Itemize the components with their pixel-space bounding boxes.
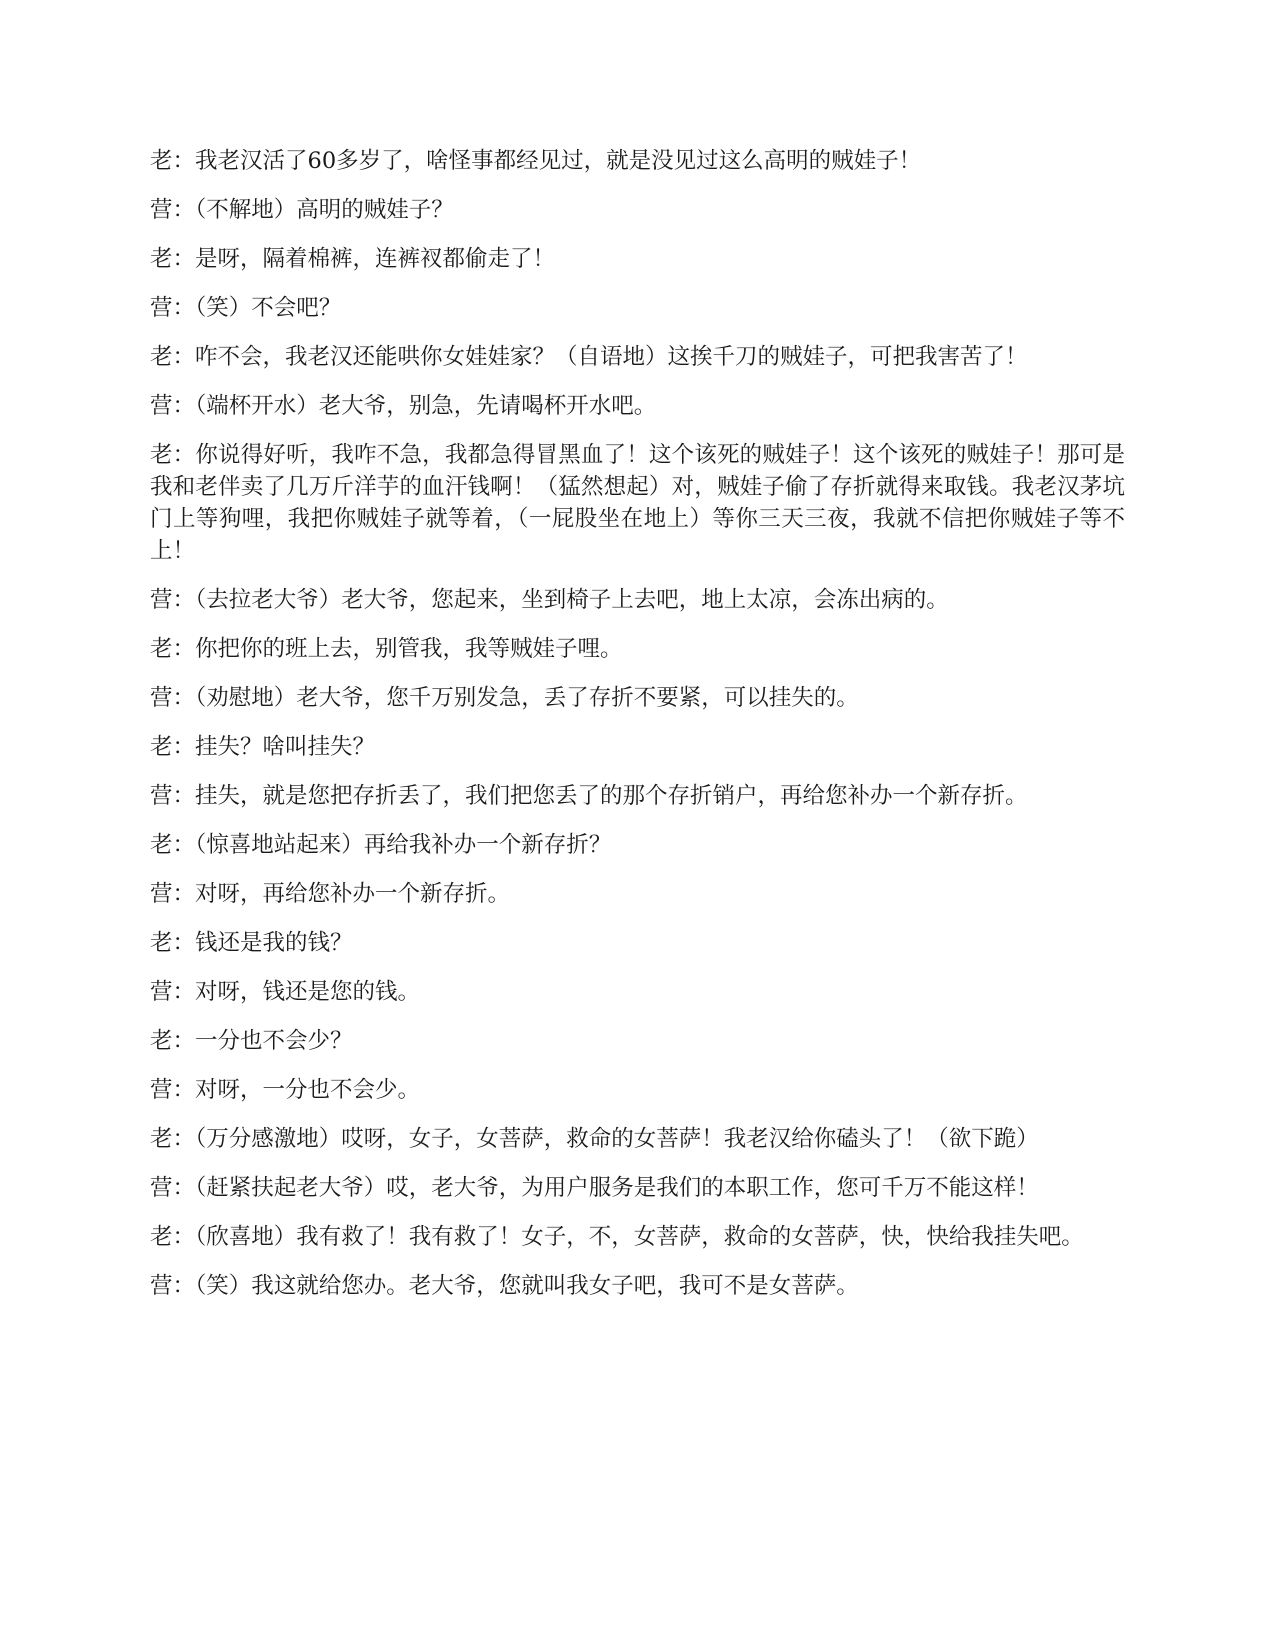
dialogue-line: 营：对呀，钱还是您的钱。	[150, 979, 421, 1005]
dialogue-line: 老：你把你的班上去，别管我，我等贼娃子哩。	[150, 636, 623, 662]
dialogue-line: 老：挂失？啥叫挂失？	[150, 734, 376, 760]
dialogue-line: 老：你说得好听，我咋不急，我都急得冒黑血了！这个该死的贼娃子！这个该死的贼娃子！那可是我和老伴卖了几万斤洋芋的血汗钱啊！（猛然想起）对，贼娃子偷了存折就得来取钱。我老汉茅坑门上等狗哩，我把你贼娃子就等着，（一屁股坐在地上）等你三天三夜，我就不信把你贼娃子等不上！	[150, 442, 1125, 564]
dialogue-line: 营：（不解地）高明的贼娃子？	[150, 197, 454, 223]
document-body	[150, 145, 1125, 1319]
dialogue-line: 营：（赶紧扶起老大爷）哎，老大爷，为用户服务是我们的本职工作，您可千万不能这样！	[150, 1175, 1039, 1201]
dialogue-line: 老：（万分感激地）哎呀，女子，女菩萨，救命的女菩萨！我老汉给你磕头了！（欲下跪）	[150, 1126, 1039, 1152]
dialogue-line: 营：对呀，再给您补办一个新存折。	[150, 881, 511, 907]
dialogue-line: 营：挂失，就是您把存折丢了，我们把您丢了的那个存折销户，再给您补办一个新存折。	[150, 783, 1028, 809]
dialogue-line: 老：（欣喜地）我有救了！我有救了！女子，不，女菩萨，救命的女菩萨，快，快给我挂失吧。	[150, 1224, 1084, 1250]
dialogue-line: 营：（劝慰地）老大爷，您千万别发急，丢了存折不要紧，可以挂失的。	[150, 685, 859, 711]
dialogue-line: 老：咋不会，我老汉还能哄你女娃娃家？（自语地）这挨千刀的贼娃子，可把我害苦了！	[150, 344, 1028, 370]
dialogue-line: 老：我老汉活了60多岁了，啥怪事都经见过，就是没见过这么高明的贼娃子！	[150, 148, 922, 174]
dialogue-line: 老：是呀，隔着棉裤，连裤衩都偷走了！	[150, 246, 556, 272]
dialogue-line: 营：对呀，一分也不会少。	[150, 1077, 421, 1103]
dialogue-line: 老：（惊喜地站起来）再给我补办一个新存折？	[150, 832, 612, 858]
dialogue-line: 营：（笑）我这就给您办。老大爷，您就叫我女子吧，我可不是女菩萨。	[150, 1273, 859, 1299]
dialogue-line: 老：一分也不会少？	[150, 1028, 353, 1054]
dialogue-line: 营：（笑）不会吧？	[150, 295, 342, 321]
dialogue-line: 老：钱还是我的钱？	[150, 930, 353, 956]
dialogue-line: 营：（端杯开水）老大爷，别急，先请喝杯开水吧。	[150, 393, 657, 419]
dialogue-line: 营：（去拉老大爷）老大爷，您起来，坐到椅子上去吧，地上太凉，会冻出病的。	[150, 587, 949, 613]
